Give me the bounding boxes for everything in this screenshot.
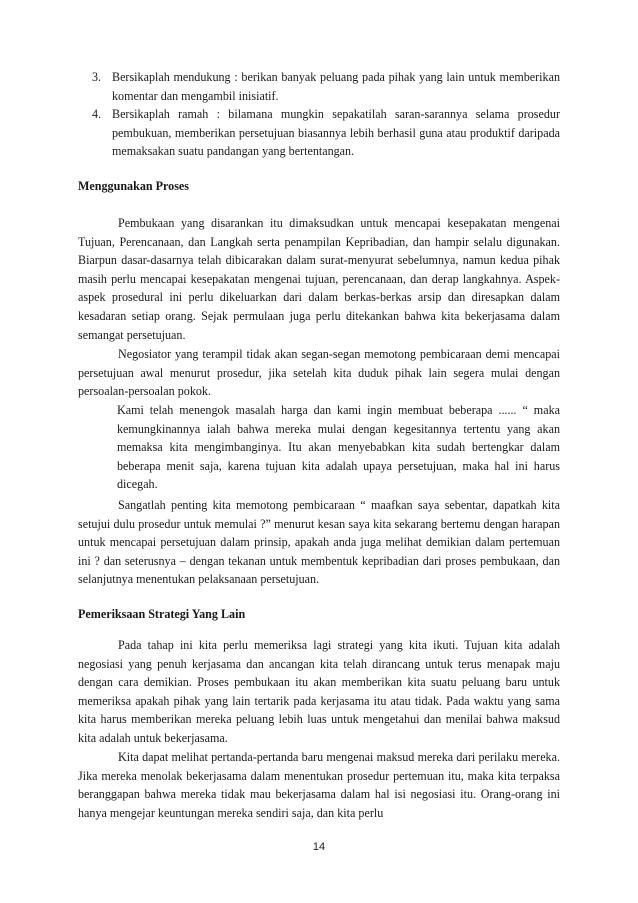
paragraph xyxy=(78,345,560,401)
paragraph xyxy=(78,496,560,589)
list-item-number: 4. xyxy=(92,107,102,122)
paragraph xyxy=(78,636,560,748)
paragraph-text: Pada tahap ini kita perlu memeriksa lagi strategi yang kita ikuti. Tujuan kita adalah negosiasi yang penuh kerjasama dan ancangan kita telah dirancang untuk terus menapak maju dengan cara demikian. Proses pembukaan itu akan memberikan kita suatu peluang baru untuk memeriksa apakah pihak yang lain tertarik pada kerjasama itu atau tidak. Pada waktu yang sama kita harus memberikan mereka peluang lebih luas untuk mengetahui dan menilai bahwa maksud kita adalah untuk bekerjasama. xyxy=(78,638,560,745)
paragraph xyxy=(78,214,560,344)
section-heading: Pemeriksaan Strategi Yang Lain xyxy=(78,607,246,621)
list-item xyxy=(92,105,560,161)
list-item-text: Bersikaplah mendukung : berikan banyak peluang pada pihak yang lain untuk memberikan komentar dan mengambil inisiatif. xyxy=(112,70,560,103)
quote-block: Kami telah menengok masalah harga dan kami ingin membuat beberapa ...... “ maka kemungkinannya ialah bahwa mereka mulai dengan kegesitannya tertentu yang akan memaksa kita mengimbanginya. Itu akan menyebabkan kita sudah bertengkar dalam beberapa menit saja, karena tujuan kita adalah upaya persetujuan, maka hal ini harus dicegah. xyxy=(117,403,560,492)
page-number: 14 xyxy=(312,841,326,853)
list-item-number: 3. xyxy=(92,70,102,84)
paragraph xyxy=(78,748,560,822)
list-item-text: Bersikaplah ramah : bilamana mungkin sepakatilah saran-sarannya selama prosedur pembukuan, memberikan persetujuan biasannya lebih berhasil guna atau produktif daripada memaksakan suatu pandangan yang bertentangan. xyxy=(112,107,560,159)
list-item xyxy=(92,68,560,105)
paragraph-text: Sangatlah penting kita memotong pembicaraan “ maafkan saya sebentar, dapatkah kita setujui dulu prosedur untuk memulai ?” menurut kesan saya kita sekarang bertemu dengan harapan untuk mencapai persetujuan dalam prinsip, apakah anda juga melihat demikian dalam pertemuan ini ? dan seterusnya – dengan tekanan untuk membentuk kepribadian dari proses pembukaan, dan selanjutnya menentukan pelaksanaan persetujuan. xyxy=(78,498,560,587)
numbered-list xyxy=(92,68,560,161)
section-heading: Menggunakan Proses xyxy=(78,179,189,193)
paragraph-text: Pembukaan yang disarankan itu dimaksudkan untuk mencapai kesepakatan mengenai Tujuan, Perencanaan, dan Langkah serta penampilan Kepribadian, dan hampir selalu digunakan. Biarpun dasar-dasarnya telah dibicarakan dalam surat-menyurat sebelumnya, namun kedua pihak masih perlu mencapai kesepakatan mengenai tujuan, perencanaan, dan derap langkahnya. Aspek-aspek prosedural ini perlu dikeluarkan dari dalam berkas-berkas arsip dan diresapkan dalam kesadaran setiap orang. Sejak permulaan juga perlu ditekankan bahwa kita bekerjasama dalam semangat persetujuan. xyxy=(78,216,560,342)
paragraph-text: Kita dapat melihat pertanda-pertanda baru mengenai maksud mereka dari perilaku mereka. Jika mereka menolak bekerjasama dalam menentukan prosedur pertemuan itu, maka kita terpaksa beranggapan bahwa mereka tidak mau bekerjasama dalam hal isi negosiasi itu. Orang-orang ini hanya mengejar keuntungan mereka sendiri saja, dan kita perlu xyxy=(78,750,560,820)
paragraph-text: Negosiator yang terampil tidak akan segan-segan memotong pembicaraan demi mencapai persetujuan awal menurut prosedur, jika setelah kita duduk pihak lain segera mulai dengan persoalan-persoalan pokok. xyxy=(78,347,560,399)
